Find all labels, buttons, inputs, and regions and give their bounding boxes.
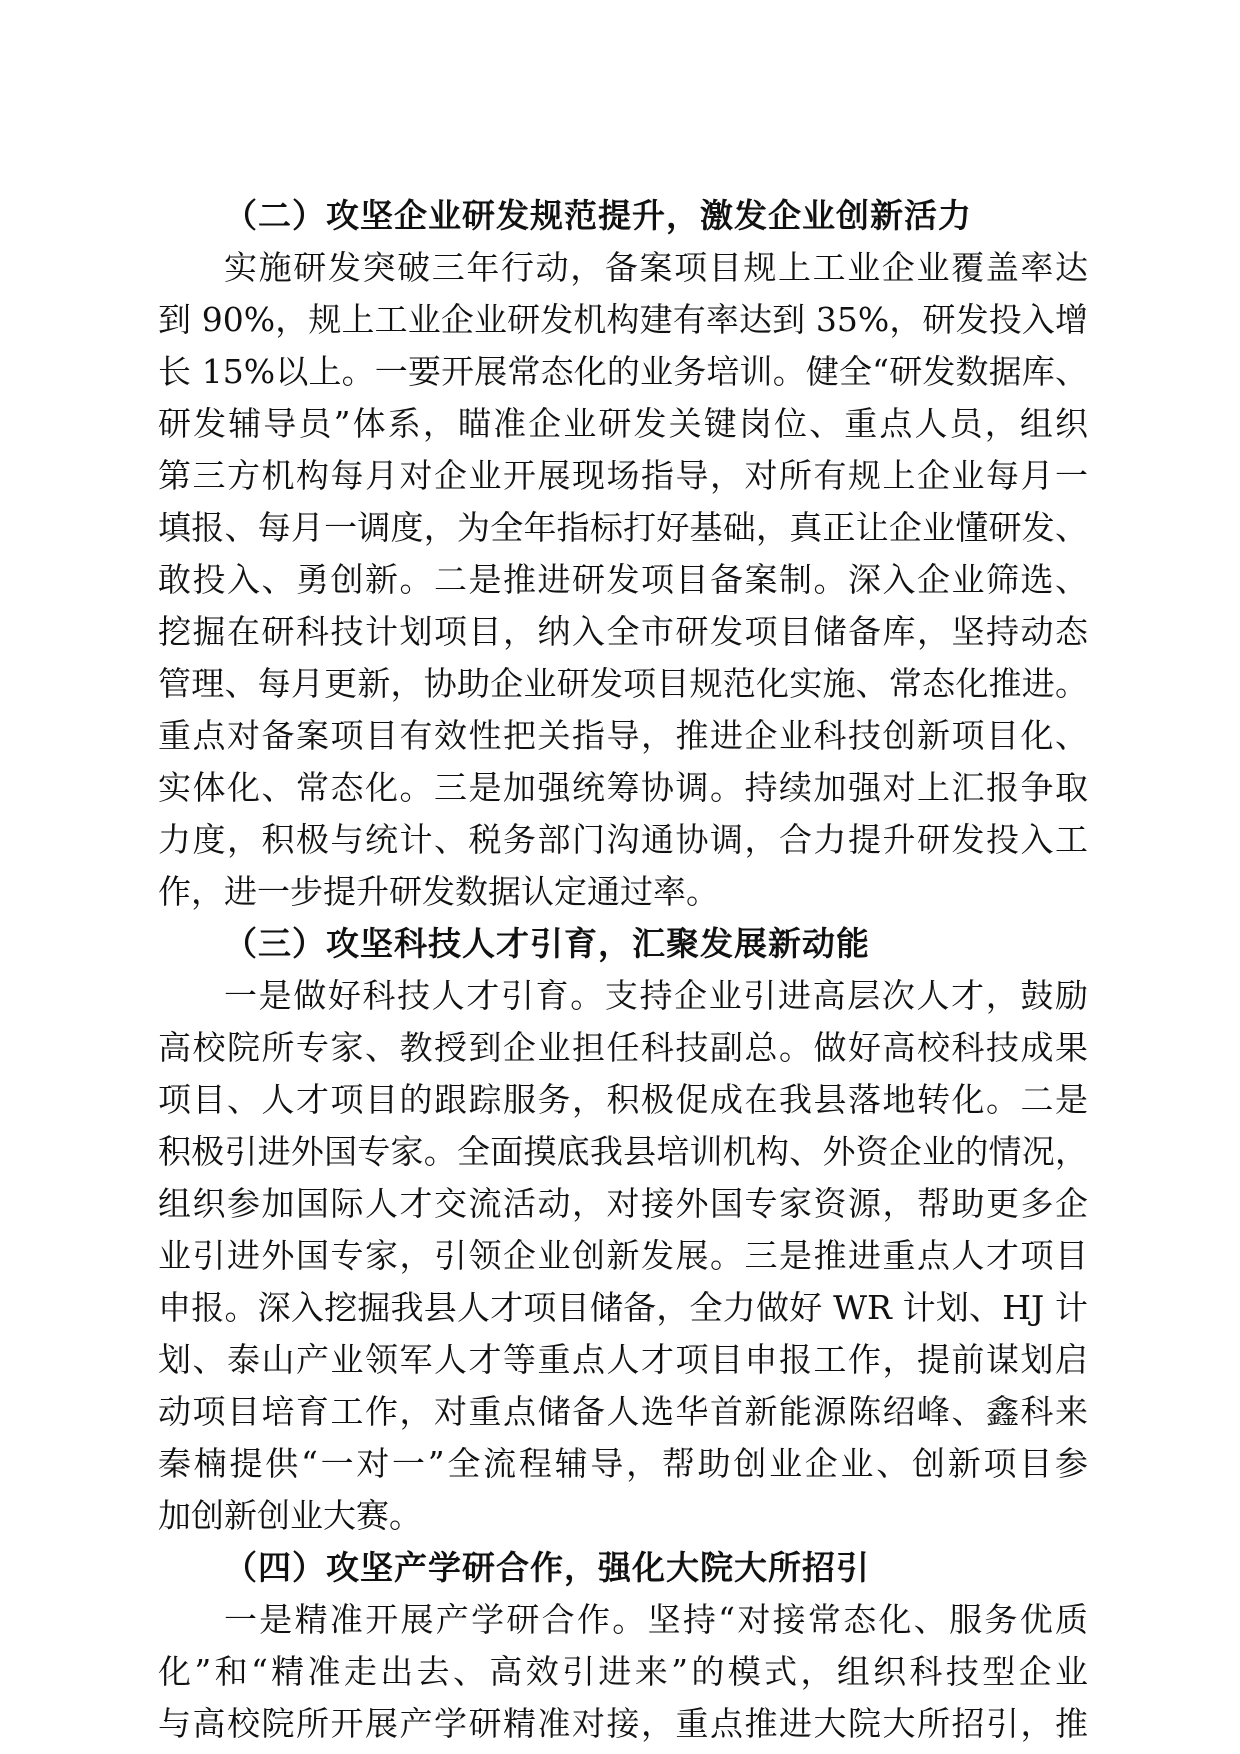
paragraph-line: 作，进一步提升研发数据认定通过率。: [158, 872, 719, 911]
paragraph-line: 划、泰山产业领军人才等重点人才项目申报工作，提前谋划启: [158, 1340, 1088, 1379]
paragraph-line: 动项目培育工作，对重点储备人选华首新能源陈绍峰、鑫科来: [158, 1392, 1088, 1431]
paragraph-line: 到 90%，规上工业企业研发机构建有率达到 35%，研发投入增: [158, 300, 1088, 339]
paragraph-line: 化”和“精准走出去、高效引进来”的模式，组织科技型企业: [158, 1652, 1088, 1691]
paragraph-line: 研发辅导员”体系，瞄准企业研发关键岗位、重点人员，组织: [158, 404, 1088, 443]
document-body: [158, 190, 1088, 1750]
paragraph-line: 一是精准开展产学研合作。坚持“对接常态化、服务优质: [224, 1600, 1088, 1639]
section-3: [158, 918, 1088, 1542]
paragraph-line: 管理、每月更新，协助企业研发项目规范化实施、常态化推进。: [158, 664, 1088, 703]
paragraph-line: 与高校院所开展产学研精准对接，重点推进大院大所招引，推: [158, 1704, 1088, 1743]
paragraph-line: 挖掘在研科技计划项目，纳入全市研发项目储备库，坚持动态: [158, 612, 1088, 651]
section-4: [158, 1542, 1088, 1750]
paragraph-line: 实施研发突破三年行动，备案项目规上工业企业覆盖率达: [224, 248, 1088, 287]
paragraph-line: 高校院所专家、教授到企业担任科技副总。做好高校科技成果: [158, 1028, 1088, 1067]
paragraph-line: 积极引进外国专家。全面摸底我县培训机构、外资企业的情况，: [158, 1132, 1088, 1171]
paragraph-line: 申报。深入挖掘我县人才项目储备，全力做好 WR 计划、HJ 计: [158, 1288, 1088, 1327]
paragraph-line: 重点对备案项目有效性把关指导，推进企业科技创新项目化、: [158, 716, 1088, 755]
paragraph-line: 第三方机构每月对企业开展现场指导，对所有规上企业每月一: [158, 456, 1088, 495]
paragraph-line: 组织参加国际人才交流活动，对接外国专家资源，帮助更多企: [158, 1184, 1088, 1223]
section-heading: （三）攻坚科技人才引育，汇聚发展新动能: [224, 924, 870, 963]
section-heading: （二）攻坚企业研发规范提升，激发企业创新活力: [224, 196, 972, 235]
paragraph-line: 力度，积极与统计、税务部门沟通协调，合力提升研发投入工: [158, 820, 1088, 859]
paragraph-line: 敢投入、勇创新。二是推进研发项目备案制。深入企业筛选、: [158, 560, 1088, 599]
section-heading: （四）攻坚产学研合作，强化大院大所招引: [224, 1548, 870, 1587]
paragraph-line: 秦楠提供“一对一”全流程辅导，帮助创业企业、创新项目参: [158, 1444, 1088, 1483]
paragraph-line: 项目、人才项目的跟踪服务，积极促成在我县落地转化。二是: [158, 1080, 1088, 1119]
section-2: [158, 190, 1088, 918]
paragraph-line: 填报、每月一调度，为全年指标打好基础，真正让企业懂研发、: [158, 508, 1088, 547]
paragraph-line: 长 15%以上。一要开展常态化的业务培训。健全“研发数据库、: [158, 352, 1088, 391]
paragraph-line: 实体化、常态化。三是加强统筹协调。持续加强对上汇报争取: [158, 768, 1088, 807]
paragraph-line: 一是做好科技人才引育。支持企业引进高层次人才，鼓励: [224, 976, 1088, 1015]
paragraph-line: 加创新创业大赛。: [158, 1496, 422, 1535]
paragraph-line: 业引进外国专家，引领企业创新发展。三是推进重点人才项目: [158, 1236, 1088, 1275]
